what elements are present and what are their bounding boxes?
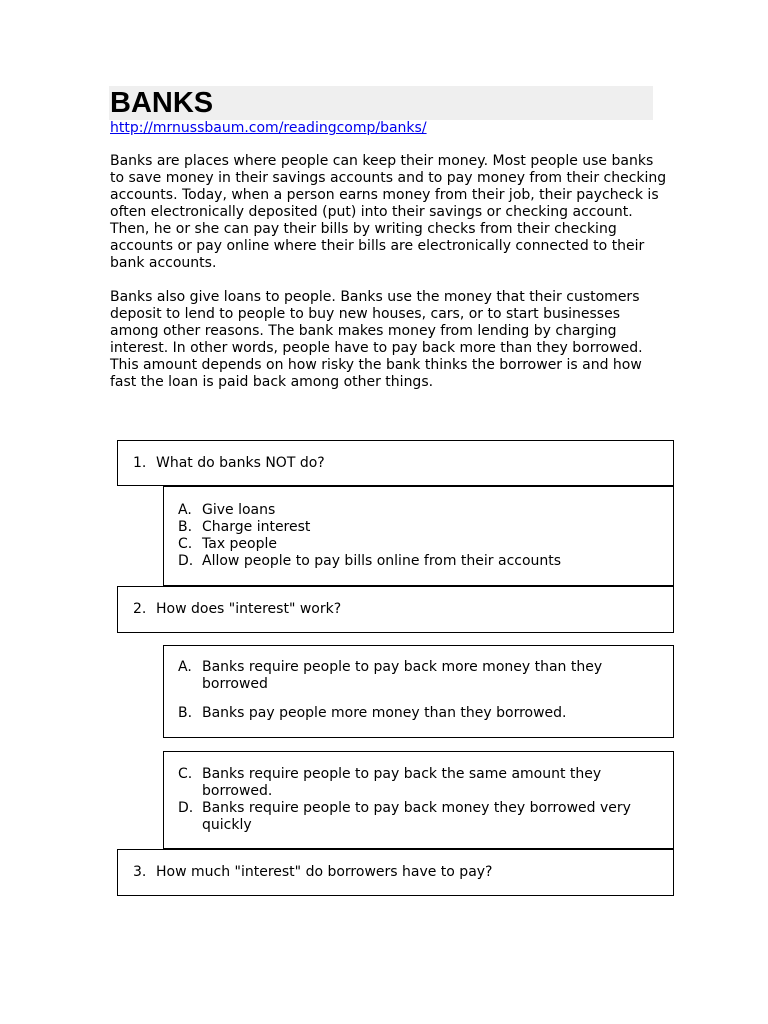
option-letter: C.	[178, 536, 193, 552]
question-1	[117, 440, 674, 486]
option-c[interactable]	[178, 536, 663, 553]
option-text: Banks require people to pay back the same amount they borrowed.	[202, 766, 602, 799]
option-b[interactable]	[178, 705, 663, 722]
option-letter: B.	[178, 519, 193, 535]
paragraph-1: Banks are places where people can keep their money. Most people use banks to save money in their savings accounts and to pay money from their checking accounts. Today, when a person earns money from their job, their paycheck is often electronically deposited (put) into their savings or checking account. Then, he or she can pay their bills by writing checks from their checking accounts or pay online where their bills are electronically connected to their bank accounts.	[110, 153, 667, 271]
question-2-options-c-d	[163, 751, 674, 849]
option-a[interactable]	[178, 659, 663, 693]
option-letter: C.	[178, 766, 193, 782]
option-text: Give loans	[202, 502, 276, 518]
option-c[interactable]	[178, 766, 663, 800]
option-text: Tax people	[202, 536, 278, 552]
option-text: Allow people to pay bills online from their accounts	[202, 553, 562, 569]
source-link[interactable]: http://mrnussbaum.com/readingcomp/banks/	[110, 120, 427, 136]
option-a[interactable]	[178, 502, 663, 519]
option-d[interactable]	[178, 553, 663, 570]
option-d[interactable]	[178, 800, 663, 834]
option-text: Banks require people to pay back money they borrowed very quickly	[202, 800, 631, 833]
paragraph-2: Banks also give loans to people. Banks use the money that their customers deposit to lend to people to buy new houses, cars, or to start businesses among other reasons. The bank makes money from lending by charging interest. In other words, people have to pay back more than they borrowed. This amount depends on how risky the bank thinks the borrower is and how fast the loan is paid back among other things.	[110, 289, 643, 390]
option-letter: D.	[178, 553, 194, 569]
question-3	[117, 849, 674, 896]
question-text: How does "interest" work?	[156, 601, 342, 617]
option-text: Banks require people to pay back more money than they borrowed	[202, 659, 603, 692]
option-text: Banks pay people more money than they borrowed.	[202, 705, 567, 721]
option-b[interactable]	[178, 519, 663, 536]
option-letter: B.	[178, 705, 193, 721]
question-number: 1.	[133, 454, 147, 471]
option-text: Charge interest	[202, 519, 311, 535]
question-text: What do banks NOT do?	[156, 454, 325, 471]
question-2	[117, 586, 674, 633]
option-letter: D.	[178, 800, 194, 816]
question-2-options-a-b	[163, 645, 674, 738]
page-title: BANKS	[110, 87, 214, 119]
question-text: How much "interest" do borrowers have to pay?	[156, 864, 493, 880]
question-1-options	[163, 486, 674, 586]
option-letter: A.	[178, 502, 192, 518]
question-number: 2.	[133, 601, 147, 617]
question-number: 3.	[133, 864, 147, 880]
option-letter: A.	[178, 659, 192, 675]
